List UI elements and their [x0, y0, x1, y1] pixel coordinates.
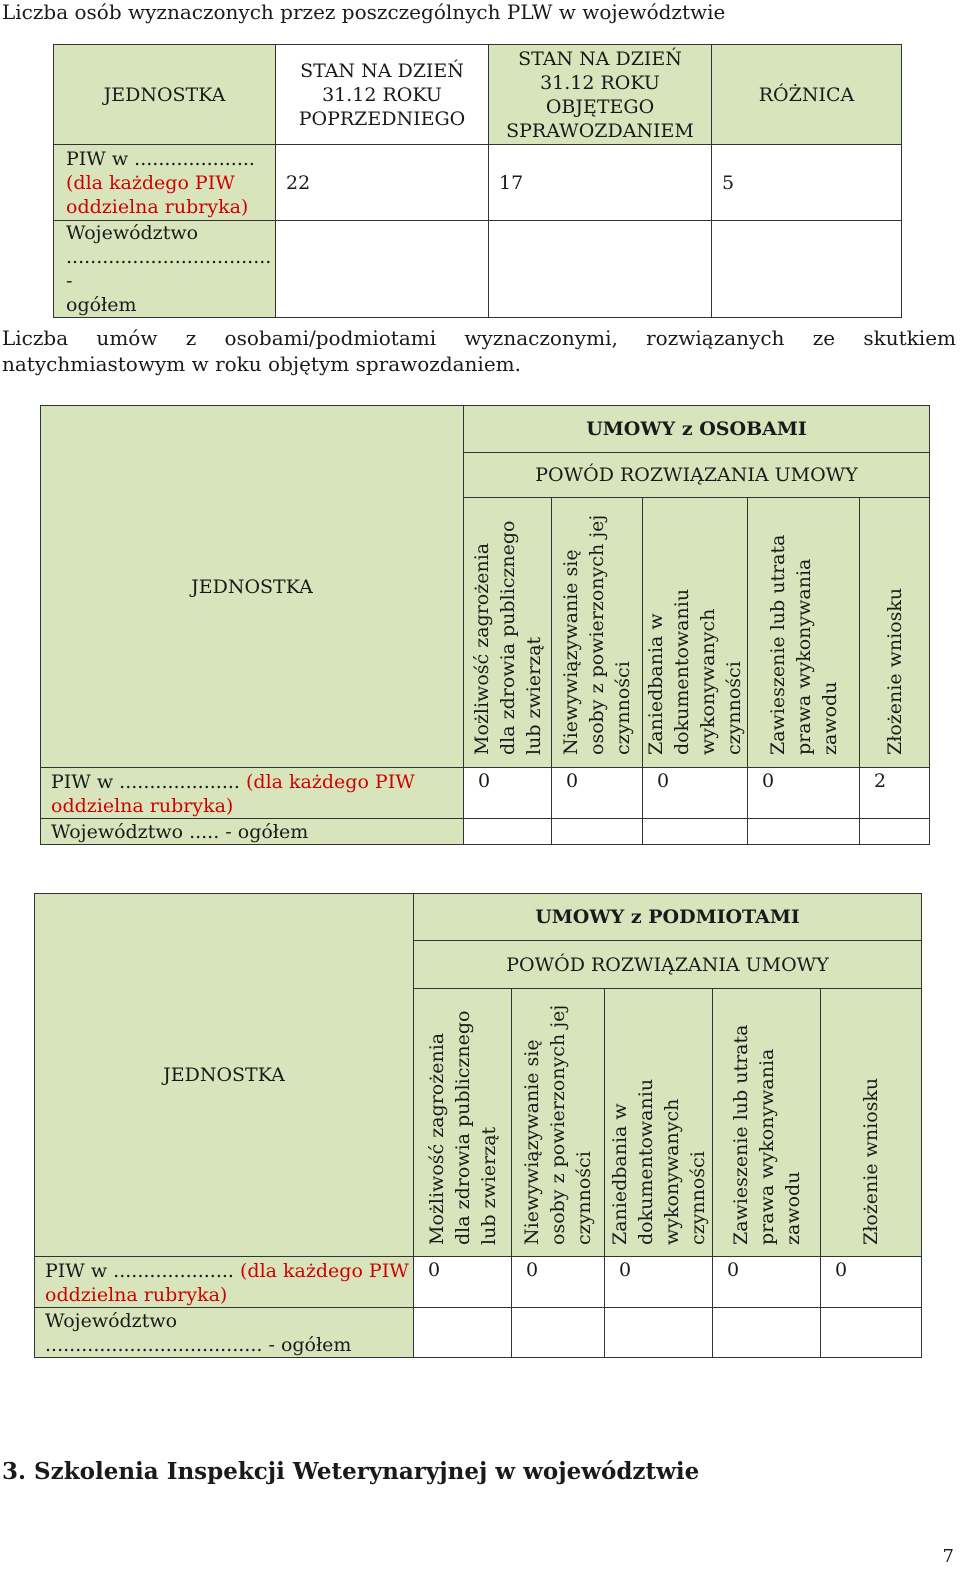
- reason-4-text: Zawieszenie lub utrata prawa wykonywania zawodu: [729, 1024, 804, 1245]
- value-cell: 0: [821, 1257, 922, 1308]
- row-woj-dots: ....................................: [45, 1333, 263, 1356]
- persons-count-table: [53, 44, 902, 318]
- section-title: Liczba osób wyznaczonych przez poszczególnych PLW w województwie: [2, 0, 726, 24]
- reason-header-5: [821, 989, 922, 1257]
- row-piw-text: PIW w ....................: [51, 771, 240, 793]
- value-cell: 0: [605, 1257, 713, 1308]
- header-unit: JEDNOSTKA: [54, 45, 276, 145]
- value-cell: 0: [748, 768, 860, 819]
- value-cell: 2: [860, 768, 930, 819]
- reason-5-text: Złożenie wniosku: [883, 587, 906, 755]
- row-woj-dots: .................................. -: [66, 246, 272, 292]
- reason-5-text: Złożenie wniosku: [860, 1077, 882, 1245]
- header-unit: JEDNOSTKA: [41, 406, 464, 768]
- row-piw-label: [41, 768, 464, 819]
- row-piw-note: (dla każdego PIW oddzielna rubryka): [66, 171, 249, 218]
- table-subtitle: POWÓD ROZWIĄZANIA UMOWY: [464, 453, 930, 498]
- reason-header-3: [605, 989, 713, 1257]
- reason-header-1: [464, 498, 552, 768]
- cell-woj-prev: [276, 221, 489, 318]
- reason-2-text: Niewywiązywanie się osoby z powierzonych jej czynności: [560, 514, 634, 755]
- reason-header-5: [860, 498, 930, 768]
- reason-header-3: [643, 498, 748, 768]
- row-piw-label: [35, 1257, 414, 1308]
- value-cell: 0: [414, 1257, 512, 1308]
- cell-curr: 17: [489, 145, 712, 221]
- value-cell: 0: [713, 1257, 821, 1308]
- cell-diff: 5: [712, 145, 902, 221]
- value-cell: 0: [464, 768, 552, 819]
- value-cell: [605, 1308, 713, 1358]
- value-cell: [713, 1308, 821, 1358]
- row-woj-total: - ogółem: [268, 1333, 352, 1356]
- reason-3-text: Zaniedbania w dokumentowaniu wykonywanych czynności: [608, 1078, 709, 1245]
- value-cell: 0: [643, 768, 748, 819]
- value-cell: [512, 1308, 605, 1358]
- value-cell: [821, 1308, 922, 1358]
- cell-woj-curr: [489, 221, 712, 318]
- reason-header-2: [512, 989, 605, 1257]
- value-cell: [748, 819, 860, 845]
- row-piw-note: (dla każdego PIW: [246, 771, 415, 793]
- contracts-persons-table: [40, 405, 930, 845]
- reason-header-4: [748, 498, 860, 768]
- value-cell: 0: [552, 768, 643, 819]
- row-piw-note: (dla każdego PIW: [240, 1260, 409, 1282]
- reason-2-text: Niewywiązywanie się osoby z powierzonych jej czynności: [521, 1004, 595, 1245]
- row-woj-text: Województwo: [45, 1309, 178, 1332]
- row-wojewodztwo-label: Województwo ..... - ogółem: [41, 819, 464, 845]
- reason-3-text: Zaniedbania w dokumentowaniu wykonywanych czynności: [645, 588, 745, 755]
- table-title: UMOWY z PODMIOTAMI: [414, 894, 922, 941]
- value-cell: [860, 819, 930, 845]
- header-difference: RÓŻNICA: [712, 45, 902, 145]
- value-cell: [643, 819, 748, 845]
- reason-4-text: Zawieszenie lub utrata prawa wykonywania zawodu: [766, 534, 841, 755]
- reason-header-4: [713, 989, 821, 1257]
- row-woj-total: ogółem: [66, 294, 137, 316]
- reason-header-1: [414, 989, 512, 1257]
- table-subtitle: POWÓD ROZWIĄZANIA UMOWY: [414, 941, 922, 989]
- header-unit: JEDNOSTKA: [35, 894, 414, 1257]
- reason-header-2: [552, 498, 643, 768]
- cell-woj-diff: [712, 221, 902, 318]
- reason-1-text: Możliwość zagrożenia dla zdrowia publicznego lub zwierząt: [470, 520, 545, 755]
- section-heading: 3. Szkolenia Inspekcji Weterynaryjnej w województwie: [2, 1458, 700, 1485]
- reason-1-text: Możliwość zagrożenia dla zdrowia publicznego lub zwierząt: [425, 1010, 500, 1245]
- row-piw-note-2: oddzielna rubryka): [45, 1284, 228, 1306]
- value-cell: 0: [512, 1257, 605, 1308]
- value-cell: [414, 1308, 512, 1358]
- header-current-year: STAN NA DZIEŃ 31.12 ROKU OBJĘTEGO SPRAWOZDANIEM: [489, 45, 712, 145]
- table-title: UMOWY z OSOBAMI: [464, 406, 930, 453]
- row-piw-label: [54, 145, 276, 221]
- value-cell: [552, 819, 643, 845]
- paragraph: Liczba umów z osobami/podmiotami wyznaczonymi, rozwiązanych ze skutkiem natychmiastowym w roku objętym sprawozdaniem.: [2, 326, 956, 376]
- row-piw-note-2: oddzielna rubryka): [51, 795, 234, 817]
- row-woj-text: Województwo: [66, 222, 199, 244]
- row-piw-text: PIW w ....................: [45, 1260, 234, 1282]
- header-prev-year: STAN NA DZIEŃ 31.12 ROKU POPRZEDNIEGO: [276, 45, 489, 145]
- row-piw-text: PIW w ....................: [66, 147, 255, 170]
- row-wojewodztwo-label: [35, 1308, 414, 1358]
- contracts-entities-table: [34, 893, 922, 1358]
- cell-prev: 22: [276, 145, 489, 221]
- row-wojewodztwo-label: [54, 221, 276, 318]
- value-cell: [464, 819, 552, 845]
- page-number: 7: [942, 1546, 954, 1567]
